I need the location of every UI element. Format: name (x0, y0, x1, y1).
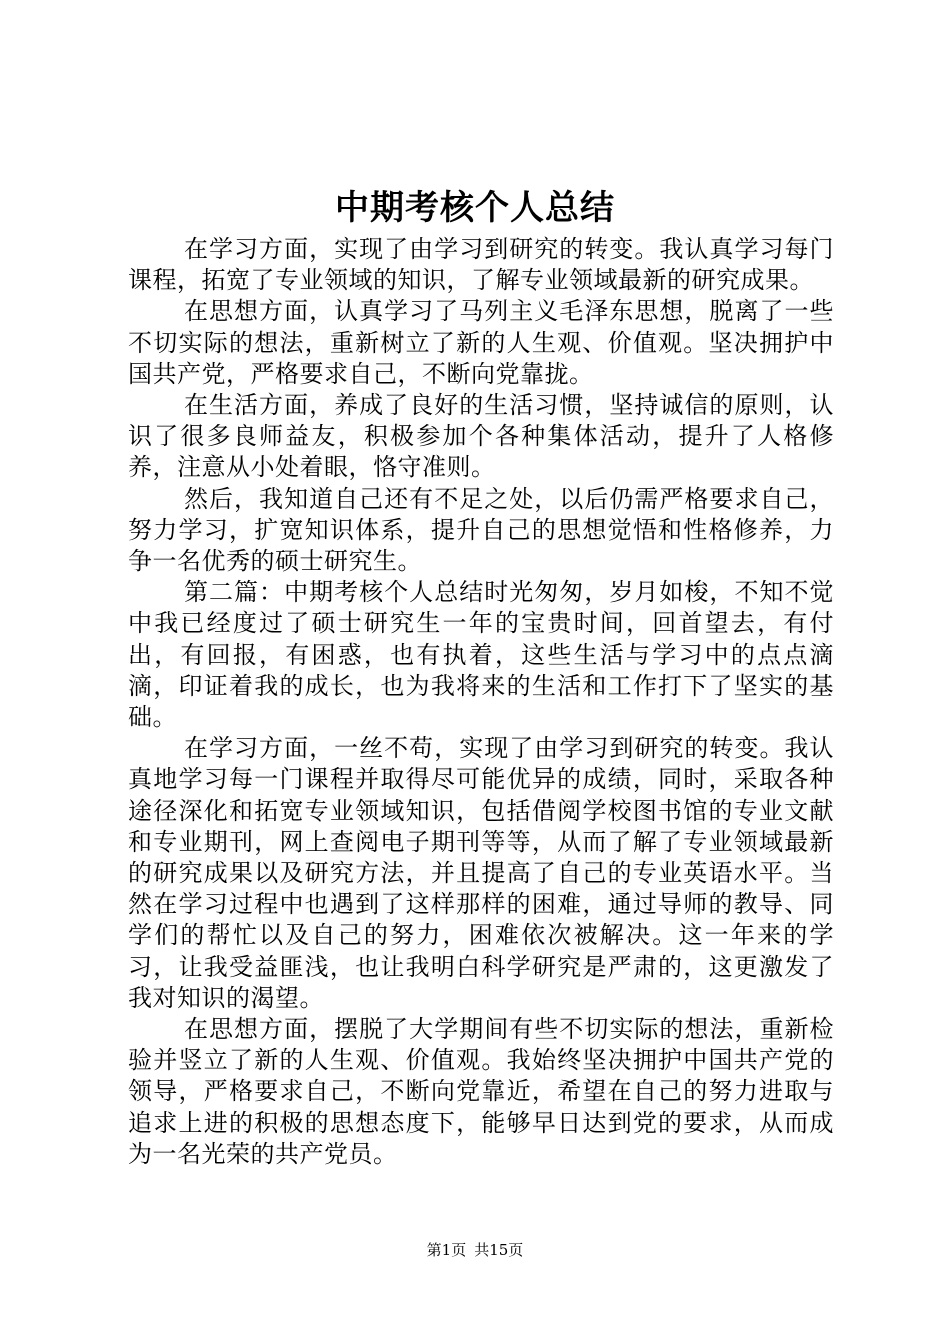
paragraph: 在思想方面，认真学习了马列主义毛泽东思想，脱离了一些不切实际的想法，重新树立了新的人生观、价值观。坚决拥护中国共产党，严格要求自己，不断向党靠拢。 (128, 297, 834, 388)
paragraph: 然后，我知道自己还有不足之处，以后仍需严格要求自己，努力学习，扩宽知识体系，提升自己的思想觉悟和性格修养，力争一名优秀的硕士研究生。 (128, 484, 834, 576)
paragraph: 在思想方面，摆脱了大学期间有些不切实际的想法，重新检验并竖立了新的人生观、价值观。我始终坚决拥护中国共产党的领导，严格要求自己，不断向党靠近，希望在自己的努力进取与追求上进的积极的思想态度下，能够早日达到党的要求，从而成为一名光荣的共产党员。 (128, 1015, 834, 1168)
paragraph: 在生活方面，养成了良好的生活习惯，坚持诚信的原则，认识了很多良师益友，积极参加个各种集体活动，提升了人格修养，注意从小处着眼，恪守准则。 (128, 391, 834, 482)
page-total: 共15页 (474, 1241, 524, 1259)
paragraph: 第二篇：中期考核个人总结时光匆匆，岁月如梭，不知不觉中我已经度过了硕士研究生一年的宝贵时间，回首望去，有付出，有回报，有困惑，也有执着，这些生活与学习中的点点滴滴，印证着我的成长，也为我将来的生活和工作打下了坚实的基础。 (128, 578, 834, 732)
paragraph: 在学习方面，实现了由学习到研究的转变。我认真学习每门课程，拓宽了专业领域的知识，了解专业领域最新的研究成果。 (128, 235, 834, 295)
page-footer (0, 1240, 950, 1260)
paragraph: 在学习方面，一丝不苟，实现了由学习到研究的转变。我认真地学习每一门课程并取得尽可能优异的成绩，同时，采取各种途径深化和拓宽专业领域知识，包括借阅学校图书馆的专业文献和专业期刊，网上查阅电子期刊等等，从而了解了专业领域最新的研究成果以及研究方法，并且提高了自己的专业英语水平。当然在学习过程中也遇到了这样那样的困难，通过导师的教导、同学们的帮忙以及自己的努力，困难依次被解决。这一年来的学习，让我受益匪浅，也让我明白科学研究是严肃的，这更激发了我对知识的渴望。 (128, 734, 834, 1012)
page-number: 第1页 (426, 1241, 467, 1259)
document-body (128, 234, 834, 1170)
document-title: 中期考核个人总结 (335, 188, 615, 228)
